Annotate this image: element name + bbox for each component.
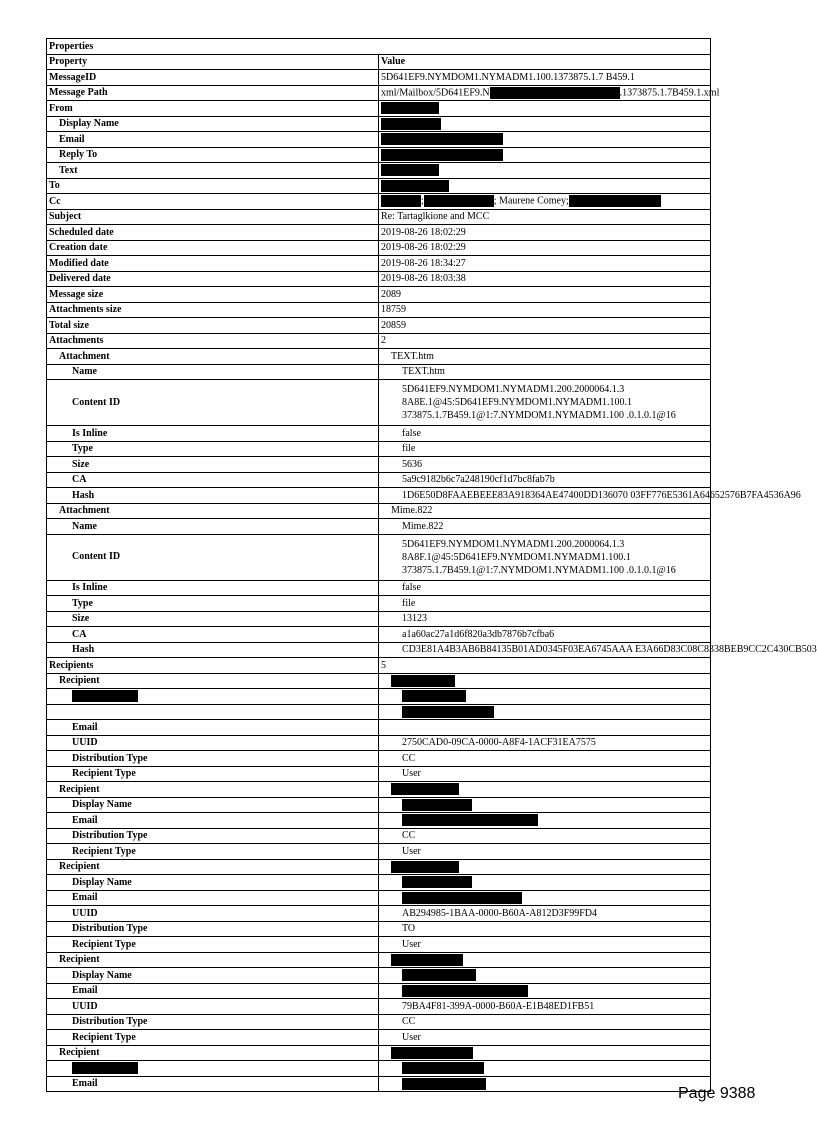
property-name: Recipients bbox=[47, 658, 379, 674]
table-row bbox=[47, 952, 711, 968]
table-row bbox=[47, 921, 711, 937]
table-row bbox=[47, 999, 711, 1015]
property-value: false bbox=[379, 580, 711, 596]
table-row bbox=[47, 472, 711, 488]
property-name: Recipient bbox=[47, 859, 379, 875]
property-name: Distribution Type bbox=[47, 751, 379, 767]
property-value bbox=[379, 147, 711, 163]
table-row bbox=[47, 194, 711, 210]
property-name: Distribution Type bbox=[47, 828, 379, 844]
property-name: Text bbox=[47, 163, 379, 179]
table-row bbox=[47, 580, 711, 596]
property-value: 5a9c9182b6c7a248190cf1d7bc8fab7b bbox=[379, 472, 711, 488]
table-row bbox=[47, 704, 711, 720]
redaction-block bbox=[402, 1078, 486, 1090]
redaction-block bbox=[381, 133, 503, 145]
table-row bbox=[47, 1045, 711, 1061]
property-name: Modified date bbox=[47, 256, 379, 272]
redaction-block bbox=[402, 876, 472, 888]
table-row bbox=[47, 875, 711, 891]
property-value bbox=[379, 720, 711, 736]
table-row bbox=[47, 441, 711, 457]
property-value bbox=[379, 983, 711, 999]
property-name: Name bbox=[47, 364, 379, 380]
property-value: false bbox=[379, 426, 711, 442]
redaction-block bbox=[402, 799, 472, 811]
property-name bbox=[47, 704, 379, 720]
table-row bbox=[47, 178, 711, 194]
value-line: 373875.1.7B459.1@1:7.NYMDOM1.NYMADM1.100 .0.1.0.1@16 bbox=[402, 564, 676, 576]
table-row bbox=[47, 364, 711, 380]
property-name: Name bbox=[47, 519, 379, 535]
property-name: Display Name bbox=[47, 875, 379, 891]
table-row bbox=[47, 968, 711, 984]
table-row bbox=[47, 890, 711, 906]
property-value: 2019-08-26 18:03:38 bbox=[379, 271, 711, 287]
property-name: Size bbox=[47, 611, 379, 627]
property-value: TEXT.htm bbox=[379, 349, 711, 365]
property-name: Recipient Type bbox=[47, 937, 379, 953]
table-row bbox=[47, 766, 711, 782]
table-row bbox=[47, 503, 711, 519]
property-name: Recipient Type bbox=[47, 1030, 379, 1046]
property-value: Mime.822 bbox=[379, 503, 711, 519]
redaction-block bbox=[381, 180, 449, 192]
table-row bbox=[47, 596, 711, 612]
table-row bbox=[47, 751, 711, 767]
page-number: Page 9388 bbox=[678, 1085, 756, 1102]
table-row bbox=[47, 937, 711, 953]
property-name: Recipient bbox=[47, 782, 379, 798]
table-row bbox=[47, 689, 711, 705]
table-row bbox=[47, 116, 711, 132]
table-row bbox=[47, 287, 711, 303]
property-name: Attachment bbox=[47, 349, 379, 365]
property-value: Re: Tartaglkione and MCC bbox=[379, 209, 711, 225]
property-value: CD3E81A4B3AB6B84135B01AD0345F03EA6745AAA E3A66D83C08C8338BEB9CC2C430CB503 bbox=[379, 642, 711, 658]
value-line: 8A8F.1@45:5D641EF9.NYMDOM1.NYMADM1.100.1 bbox=[402, 551, 631, 563]
table-row bbox=[47, 318, 711, 334]
property-value: User bbox=[379, 937, 711, 953]
property-name: Attachment bbox=[47, 503, 379, 519]
property-name: Email bbox=[47, 813, 379, 829]
value-line: 8A8E.1@45:5D641EF9.NYMDOM1.NYMADM1.100.1 bbox=[402, 397, 633, 408]
property-name: Email bbox=[47, 1076, 379, 1092]
property-name: Distribution Type bbox=[47, 921, 379, 937]
property-name: Reply To bbox=[47, 147, 379, 163]
table-row bbox=[47, 132, 711, 148]
redaction-block bbox=[391, 1047, 473, 1059]
property-value bbox=[379, 85, 720, 101]
property-value: User bbox=[379, 844, 711, 860]
property-value: 2019-08-26 18:02:29 bbox=[379, 225, 711, 241]
property-name: UUID bbox=[47, 999, 379, 1015]
property-value: 20859 bbox=[379, 318, 711, 334]
table-row bbox=[47, 70, 711, 86]
property-name: Display Name bbox=[47, 797, 379, 813]
table-row bbox=[47, 983, 711, 999]
property-value: 13123 bbox=[379, 611, 711, 627]
property-name: Distribution Type bbox=[47, 1014, 379, 1030]
redaction-block bbox=[424, 195, 494, 207]
property-value bbox=[379, 1061, 711, 1077]
table-row bbox=[47, 1076, 711, 1092]
value-text: xml/Mailbox/5D641EF9.N bbox=[381, 87, 490, 99]
property-value bbox=[379, 380, 711, 426]
property-value: AB294985-1BAA-0000-B60A-A812D3F99FD4 bbox=[379, 906, 711, 922]
property-name: Is Inline bbox=[47, 426, 379, 442]
property-value: 5636 bbox=[379, 457, 711, 473]
table-row bbox=[47, 782, 711, 798]
table-row bbox=[47, 488, 711, 504]
property-name: UUID bbox=[47, 735, 379, 751]
table-row bbox=[47, 844, 711, 860]
redaction-block bbox=[72, 1062, 138, 1074]
table-row bbox=[47, 163, 711, 179]
redaction-block bbox=[402, 985, 528, 997]
redaction-block bbox=[402, 969, 476, 981]
property-name: Content ID bbox=[47, 380, 379, 426]
table-row bbox=[47, 813, 711, 829]
property-value: 2750CAD0-09CA-0000-A8F4-1ACF31EA7575 bbox=[379, 735, 711, 751]
table-row bbox=[47, 735, 711, 751]
table-row bbox=[47, 1061, 711, 1077]
property-name: Subject bbox=[47, 209, 379, 225]
redaction-block bbox=[381, 102, 439, 114]
property-name: Email bbox=[47, 983, 379, 999]
value-line: 5D641EF9.NYMDOM1.NYMADM1.200.2000064.1.3 bbox=[402, 384, 625, 395]
table-row bbox=[47, 256, 711, 272]
table-row bbox=[47, 333, 711, 349]
redaction-block bbox=[490, 87, 620, 99]
table-row bbox=[47, 380, 711, 426]
property-name: CA bbox=[47, 627, 379, 643]
table-title: Properties bbox=[47, 39, 711, 55]
redaction-block bbox=[72, 690, 138, 702]
property-name: Email bbox=[47, 720, 379, 736]
property-name bbox=[47, 689, 379, 705]
property-name: Total size bbox=[47, 318, 379, 334]
property-value bbox=[379, 1045, 711, 1061]
table-row bbox=[47, 302, 711, 318]
table-row bbox=[47, 642, 711, 658]
property-name: Email bbox=[47, 890, 379, 906]
table-row bbox=[47, 85, 711, 101]
redaction-block bbox=[402, 892, 522, 904]
property-value: 2019-08-26 18:34:27 bbox=[379, 256, 711, 272]
table-row bbox=[47, 534, 711, 580]
table-row bbox=[47, 426, 711, 442]
table-row bbox=[47, 225, 711, 241]
header-property: Property bbox=[47, 54, 379, 70]
property-value bbox=[379, 534, 711, 580]
redaction-block bbox=[402, 690, 466, 702]
property-value bbox=[379, 797, 711, 813]
property-name: Creation date bbox=[47, 240, 379, 256]
property-value: User bbox=[379, 1030, 711, 1046]
property-name: Display Name bbox=[47, 116, 379, 132]
property-value: a1a60ac27a1d6f820a3db7876b7cfba6 bbox=[379, 627, 711, 643]
property-name: From bbox=[47, 101, 379, 117]
value-line: 5D641EF9.NYMDOM1.NYMADM1.200.2000064.1.3 bbox=[402, 538, 625, 550]
property-value: file bbox=[379, 596, 711, 612]
redaction-block bbox=[381, 118, 441, 130]
property-value bbox=[379, 178, 711, 194]
property-name: Cc bbox=[47, 194, 379, 210]
property-name bbox=[47, 1061, 379, 1077]
value-text: .1373875.1.7B459.1.xml bbox=[619, 87, 720, 99]
table-row bbox=[47, 658, 711, 674]
property-name: Attachments bbox=[47, 333, 379, 349]
property-name: Type bbox=[47, 441, 379, 457]
property-value bbox=[379, 875, 711, 891]
redaction-block bbox=[402, 706, 494, 718]
property-value bbox=[379, 101, 711, 117]
property-value bbox=[379, 163, 711, 179]
property-value bbox=[379, 704, 711, 720]
property-name: Scheduled date bbox=[47, 225, 379, 241]
table-row bbox=[47, 519, 711, 535]
property-name: Hash bbox=[47, 488, 379, 504]
property-value: 2089 bbox=[379, 287, 711, 303]
property-value bbox=[379, 952, 711, 968]
table-row bbox=[47, 611, 711, 627]
property-value bbox=[379, 194, 711, 210]
property-value: 1D6E50D8FAAEBEEE83A918364AE47400DD136070 03FF776E5361A64652576B7FA4536A96 bbox=[379, 488, 711, 504]
properties-table bbox=[46, 38, 817, 1092]
property-value bbox=[379, 813, 711, 829]
table-row bbox=[47, 797, 711, 813]
table-row bbox=[47, 101, 711, 117]
property-name: Message Path bbox=[47, 85, 379, 101]
property-value bbox=[379, 859, 711, 875]
property-name: Message size bbox=[47, 287, 379, 303]
property-value bbox=[379, 116, 711, 132]
property-name: Content ID bbox=[47, 534, 379, 580]
table-row bbox=[47, 349, 711, 365]
property-name: Type bbox=[47, 596, 379, 612]
value-text: ; Maurene Comey; bbox=[493, 195, 569, 207]
value-text: ; bbox=[421, 195, 424, 207]
table-row bbox=[47, 859, 711, 875]
property-value: CC bbox=[379, 1014, 711, 1030]
table-row bbox=[47, 673, 711, 689]
property-name: Display Name bbox=[47, 968, 379, 984]
redaction-block bbox=[569, 195, 661, 207]
redaction-block bbox=[391, 954, 463, 966]
property-value bbox=[379, 673, 711, 689]
property-name: Recipient bbox=[47, 673, 379, 689]
property-value: 18759 bbox=[379, 302, 711, 318]
property-value: 5 bbox=[379, 658, 711, 674]
property-name: CA bbox=[47, 472, 379, 488]
table-row bbox=[47, 720, 711, 736]
redaction-block bbox=[381, 195, 421, 207]
property-value bbox=[379, 968, 711, 984]
redaction-block bbox=[402, 1062, 484, 1074]
property-value bbox=[379, 132, 711, 148]
property-value: CC bbox=[379, 751, 711, 767]
property-value bbox=[379, 782, 711, 798]
table-row bbox=[47, 906, 711, 922]
property-value bbox=[379, 890, 711, 906]
table-row bbox=[47, 828, 711, 844]
property-value: User bbox=[379, 766, 711, 782]
table-row bbox=[47, 457, 711, 473]
table-header-row bbox=[47, 54, 711, 70]
redaction-block bbox=[391, 861, 459, 873]
table-row bbox=[47, 240, 711, 256]
property-name: UUID bbox=[47, 906, 379, 922]
table-row bbox=[47, 1030, 711, 1046]
redaction-block bbox=[391, 783, 459, 795]
property-value: TO bbox=[379, 921, 711, 937]
redaction-block bbox=[381, 149, 503, 161]
property-value: 79BA4F81-399A-0000-B60A-E1B48ED1FB51 bbox=[379, 999, 711, 1015]
table-row bbox=[47, 271, 711, 287]
table-title-row bbox=[47, 39, 711, 55]
property-value: 5D641EF9.NYMDOM1.NYMADM1.100.1373875.1.7 B459.1 bbox=[379, 70, 711, 86]
property-value bbox=[379, 1076, 711, 1092]
table-row bbox=[47, 147, 711, 163]
property-value: file bbox=[379, 441, 711, 457]
property-value: 2 bbox=[379, 333, 711, 349]
property-name: Is Inline bbox=[47, 580, 379, 596]
property-name: To bbox=[47, 178, 379, 194]
property-name: Recipient bbox=[47, 1045, 379, 1061]
table-row bbox=[47, 209, 711, 225]
property-name: Recipient bbox=[47, 952, 379, 968]
property-value: Mime.822 bbox=[379, 519, 711, 535]
property-name: Delivered date bbox=[47, 271, 379, 287]
properties-table-body bbox=[47, 39, 817, 1092]
property-value: TEXT.htm bbox=[379, 364, 711, 380]
property-name: Recipient Type bbox=[47, 844, 379, 860]
property-name: Email bbox=[47, 132, 379, 148]
table-row bbox=[47, 627, 711, 643]
property-value bbox=[379, 689, 711, 705]
redaction-block bbox=[402, 814, 538, 826]
property-name: Attachments size bbox=[47, 302, 379, 318]
property-name: MessageID bbox=[47, 70, 379, 86]
property-value: CC bbox=[379, 828, 711, 844]
table-row bbox=[47, 1014, 711, 1030]
header-value: Value bbox=[379, 54, 711, 70]
redaction-block bbox=[381, 164, 439, 176]
redaction-block bbox=[391, 675, 455, 687]
property-name: Recipient Type bbox=[47, 766, 379, 782]
property-value: 2019-08-26 18:02:29 bbox=[379, 240, 711, 256]
value-line: 373875.1.7B459.1@1:7.NYMDOM1.NYMADM1.100 .0.1.0.1@16 bbox=[402, 410, 676, 421]
property-name: Size bbox=[47, 457, 379, 473]
property-name: Hash bbox=[47, 642, 379, 658]
